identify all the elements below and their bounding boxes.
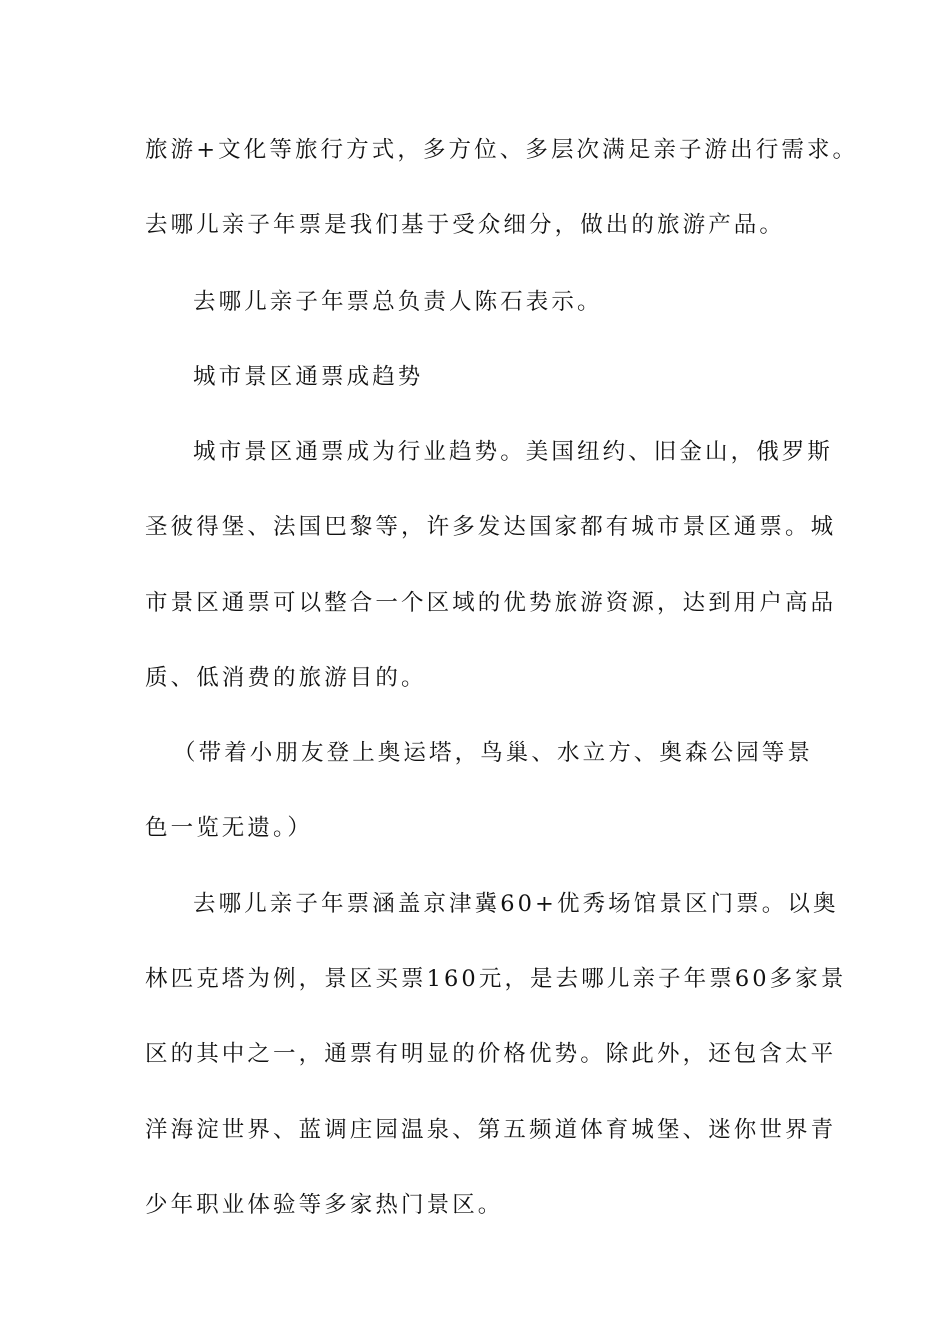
text-line-2: 去哪儿亲子年票是我们基于受众细分，做出的旅游产品。 <box>145 212 786 238</box>
text-line-14: 洋海淀世界、蓝调庄园温泉、第五频道体育城堡、迷你世界青 <box>145 1117 837 1143</box>
text-line-6: 圣彼得堡、法国巴黎等，许多发达国家都有城市景区通票。城 <box>145 514 837 540</box>
text-line-10: 色一览无遗。） <box>145 815 313 841</box>
text-line-8: 质、低消费的旅游目的。 <box>145 665 427 691</box>
section-heading: 城市景区通票成趋势 <box>193 364 424 390</box>
text-line-5: 城市景区通票成为行业趋势。美国纽约、旧金山，俄罗斯 <box>193 439 834 465</box>
text-line-7: 市景区通票可以整合一个区域的优势旅游资源，达到用户高品 <box>145 590 837 616</box>
text-line-3: 去哪儿亲子年票总负责人陈石表示。 <box>193 289 603 315</box>
text-line-9: （带着小朋友登上奥运塔，鸟巢、水立方、奥森公园等景 <box>173 740 814 766</box>
text-line-11: 去哪儿亲子年票涵盖京津冀60+优秀场馆景区门票。以奥 <box>193 891 839 917</box>
text-line-15: 少年职业体验等多家热门景区。 <box>145 1192 504 1218</box>
text-line-1: 旅游+文化等旅行方式，多方位、多层次满足亲子游出行需求。 <box>145 137 859 163</box>
text-line-12: 林匹克塔为例，景区买票160元，是去哪儿亲子年票60多家景 <box>145 966 847 992</box>
text-line-13: 区的其中之一，通票有明显的价格优势。除此外，还包含太平 <box>145 1041 837 1067</box>
